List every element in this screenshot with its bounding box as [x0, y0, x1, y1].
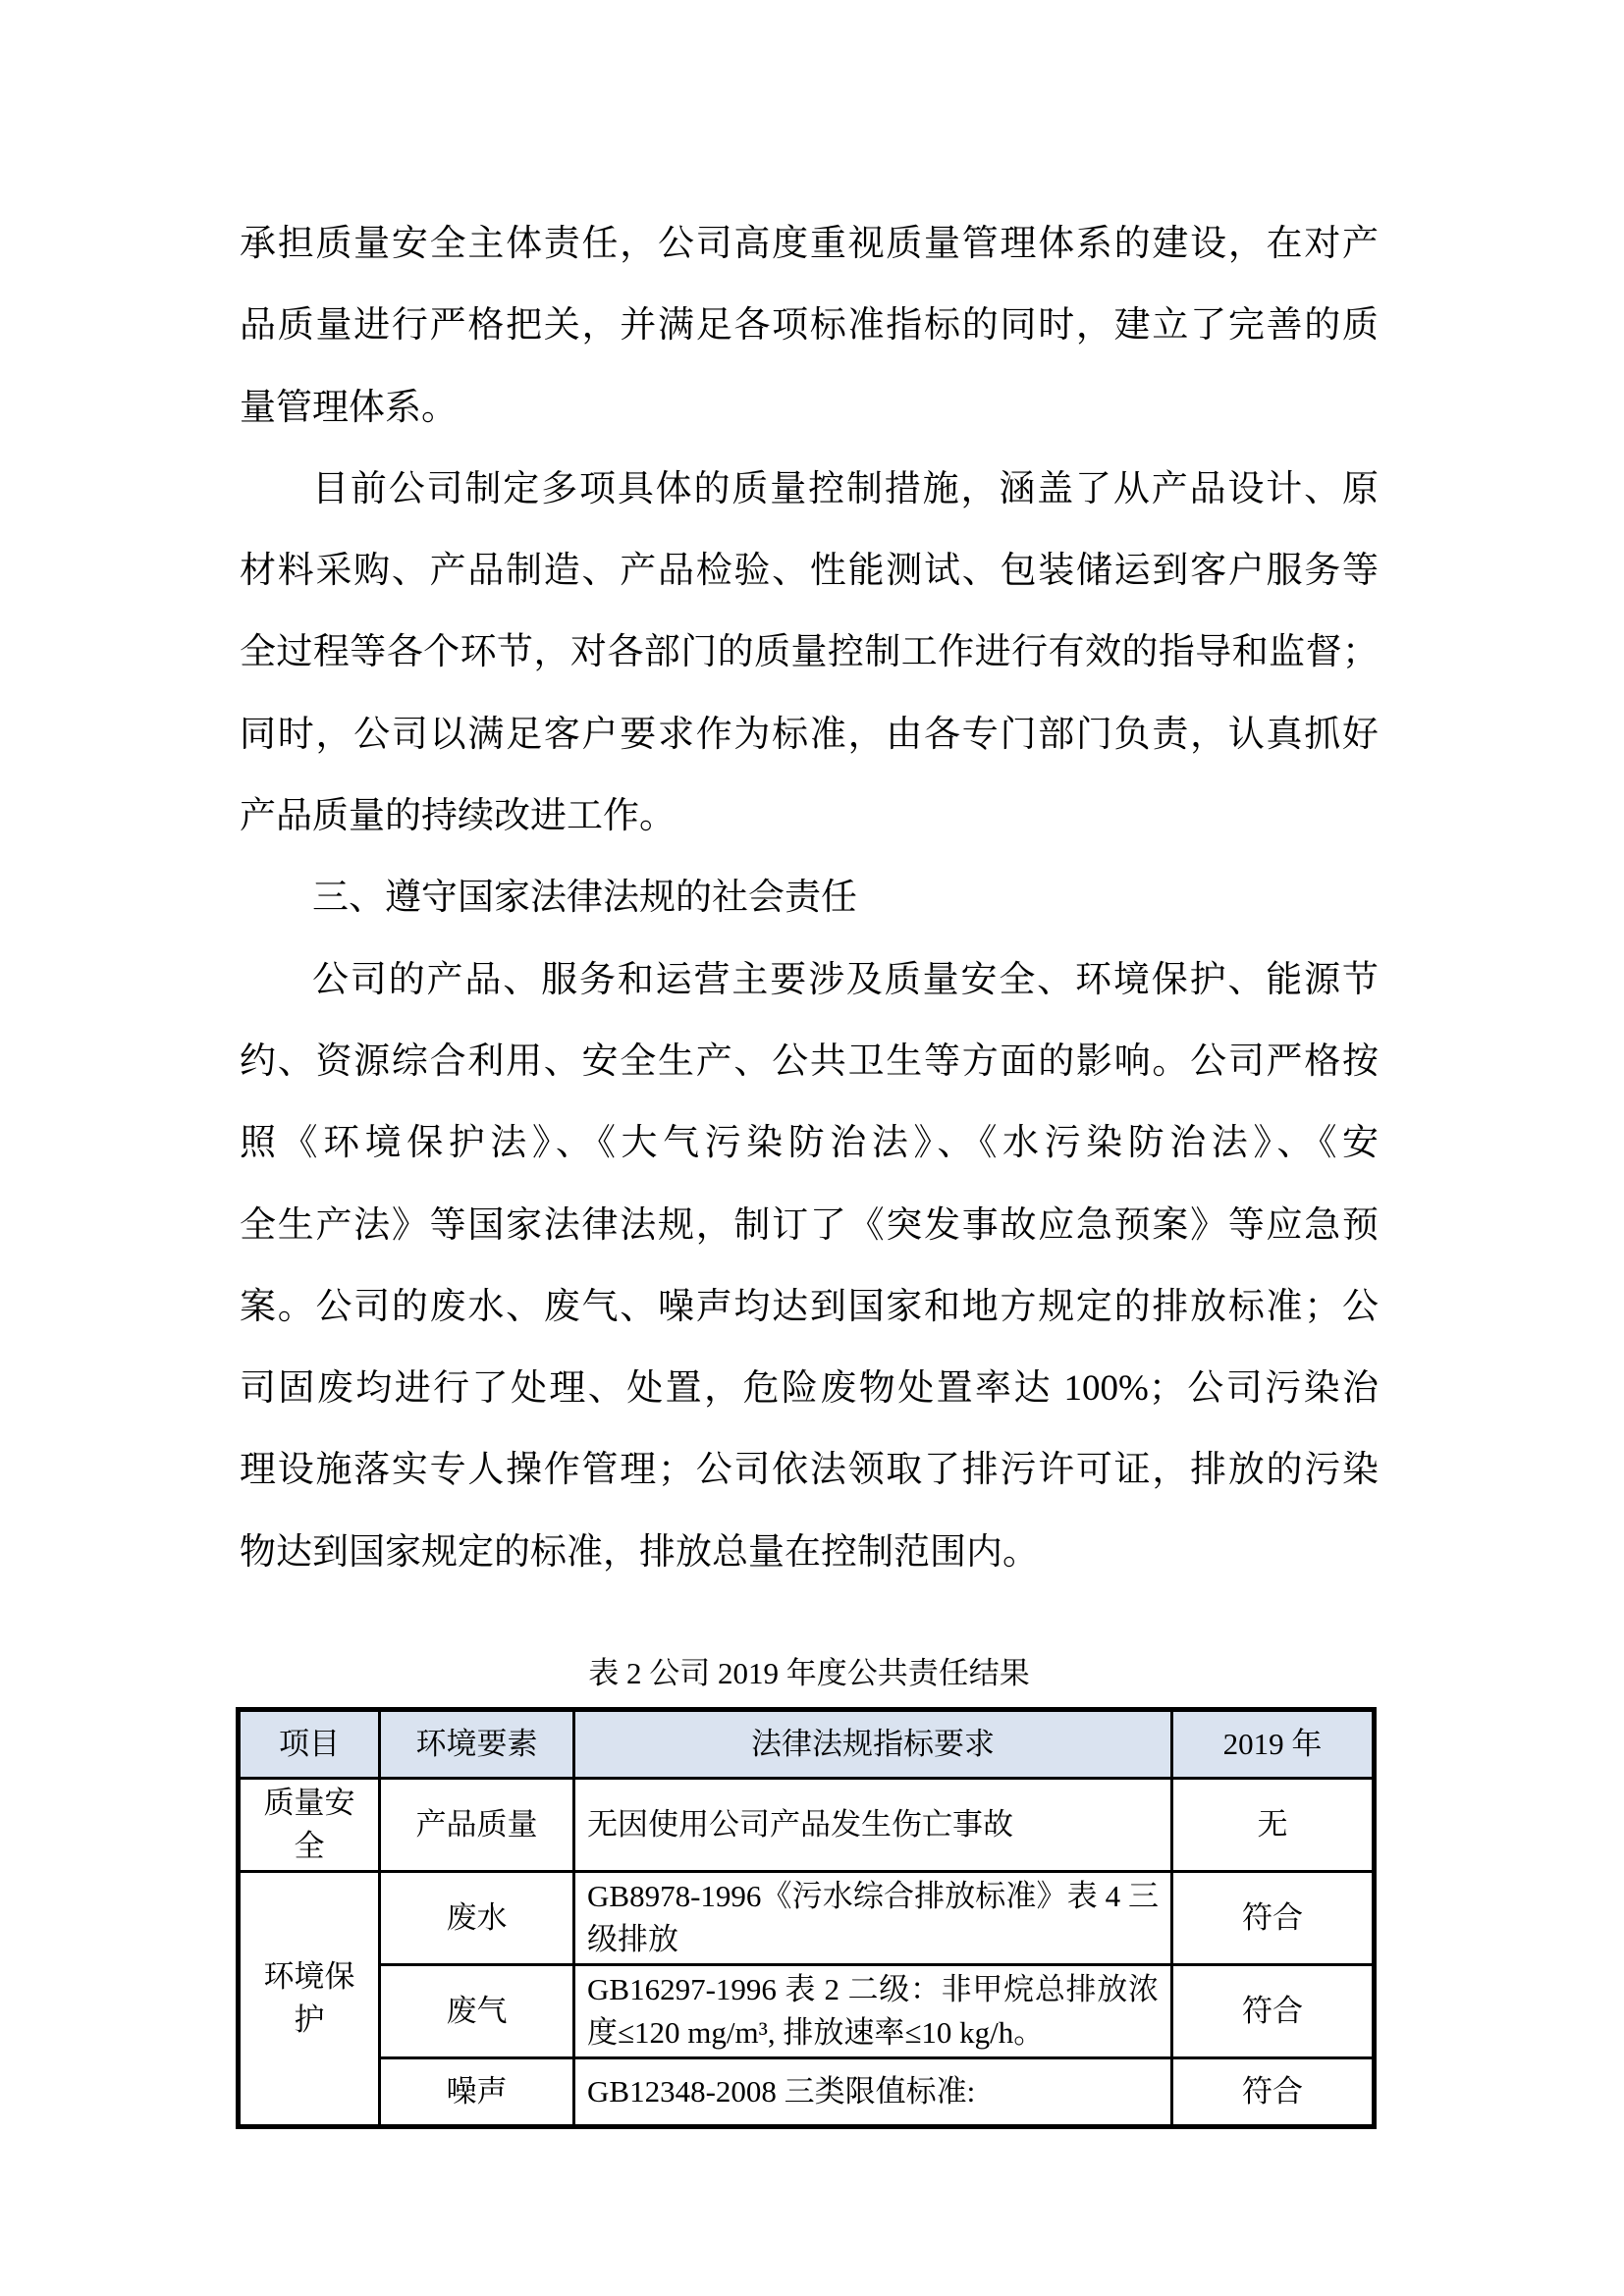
table-cell: GB8978-1996《污水综合排放标准》表 4 三级排放	[574, 1872, 1172, 1965]
table-row	[239, 1965, 1375, 2058]
text-line: 品质量进行严格把关，并满足各项标准指标的同时，建立了完善的质	[240, 305, 1379, 347]
text-line: 司固废均进行了处理、处置，危险废物处置率达 100%；公司污染治	[240, 1368, 1379, 1410]
table-header-row	[239, 1710, 1375, 1779]
text-line: 理设施落实专人操作管理；公司依法领取了排污许可证，排放的污染	[240, 1450, 1379, 1491]
text-line: 物达到国家规定的标准，排放总量在控制范围内。	[240, 1531, 1039, 1573]
text-line: 公司的产品、服务和运营主要涉及质量安全、环境保护、能源节	[312, 959, 1379, 1000]
text-line: 约、资源综合利用、安全生产、公共卫生等方面的影响。公司严格按	[240, 1041, 1379, 1082]
table-cell: GB16297-1996 表 2 二级：非甲烷总排放浓度≤120 mg/m³, 排放速率≤10 kg/h。	[574, 1965, 1172, 2058]
paragraph	[240, 203, 1379, 449]
text-line: 案。公司的废水、废气、噪声均达到国家和地方规定的排放标准；公	[240, 1286, 1379, 1327]
table-header-cell: 环境要素	[380, 1710, 574, 1779]
text-line: 产品质量的持续改进工作。	[240, 796, 676, 837]
paragraph	[240, 449, 1379, 857]
table-cell: 环境保护	[239, 1872, 380, 2127]
text-line: 材料采购、产品制造、产品检验、性能测试、包装储运到客户服务等	[240, 551, 1379, 592]
body-text	[240, 203, 1379, 1593]
table-row	[239, 1872, 1375, 1965]
text-line: 目前公司制定多项具体的质量控制措施，涵盖了从产品设计、原	[312, 468, 1379, 509]
table-cell: 无因使用公司产品发生伤亡事故	[574, 1779, 1172, 1872]
text-line: 全过程等各个环节，对各部门的质量控制工作进行有效的指导和监督；	[240, 632, 1379, 673]
table-cell: 符合	[1172, 2058, 1375, 2127]
table-cell: 符合	[1172, 1872, 1375, 1965]
text-line: 全生产法》等国家法律法规，制订了《突发事故应急预案》等应急预	[240, 1204, 1379, 1246]
table-cell: 废气	[380, 1965, 574, 2058]
table-caption: 表 2 公司 2019 年度公共责任结果	[588, 1656, 1030, 1691]
table-header-cell: 2019 年	[1172, 1710, 1375, 1779]
table-row	[239, 1779, 1375, 1872]
table-cell: 废水	[380, 1872, 574, 1965]
paragraph	[240, 939, 1379, 1593]
table-cell: 符合	[1172, 1965, 1375, 2058]
table-cell: 质量安全	[239, 1779, 380, 1872]
table-cell: GB12348-2008 三类限值标准:	[574, 2058, 1172, 2127]
text-line: 三、遵守国家法律法规的社会责任	[312, 878, 857, 919]
table-row	[239, 2058, 1375, 2127]
table-cell: 噪声	[380, 2058, 574, 2127]
responsibility-table	[236, 1707, 1377, 2129]
table-header-cell: 法律法规指标要求	[574, 1710, 1172, 1779]
text-line: 量管理体系。	[240, 387, 458, 428]
table-header-cell: 项目	[239, 1710, 380, 1779]
section-heading	[240, 857, 1379, 938]
table-cell: 无	[1172, 1779, 1375, 1872]
table-cell: 产品质量	[380, 1779, 574, 1872]
text-line: 承担质量安全主体责任，公司高度重视质量管理体系的建设，在对产	[240, 224, 1379, 264]
page-content	[240, 203, 1379, 2129]
text-line: 照《环境保护法》、《大气污染防治法》、《水污染防治法》、《安	[240, 1123, 1379, 1164]
text-line: 同时，公司以满足客户要求作为标准，由各专门部门负责，认真抓好	[240, 714, 1379, 755]
